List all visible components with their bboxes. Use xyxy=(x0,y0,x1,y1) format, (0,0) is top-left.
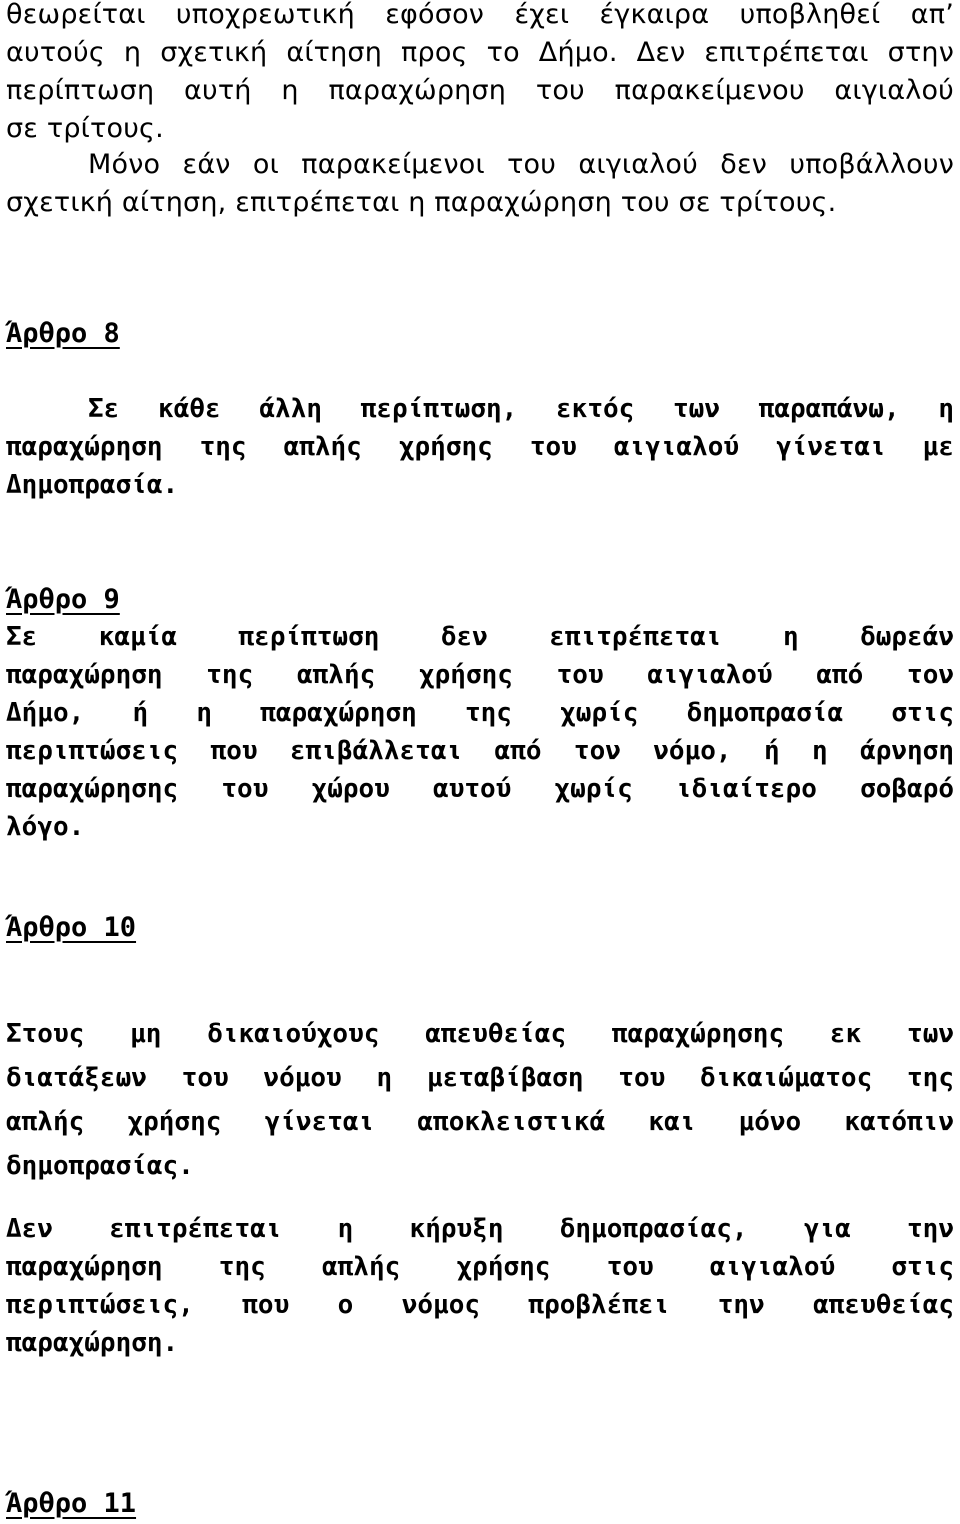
article-9-heading: Άρθρο 9 xyxy=(6,584,120,615)
text-line: Σε κάθε άλλη περίπτωση, εκτός των παραπάνω, η xyxy=(88,394,954,424)
text-line: παραχώρησης του χώρου αυτού χωρίς ιδιαίτερο σοβαρό xyxy=(6,774,954,804)
article-10-paragraph-1 xyxy=(6,1012,954,1188)
text-line: δημοπρασίας. xyxy=(6,1151,194,1181)
article-8-paragraph xyxy=(6,390,954,504)
text-line: Μόνο εάν οι παρακείμενοι του αιγιαλού δεν υποβάλλουν xyxy=(88,149,954,180)
text-line: σχετική αίτηση, επιτρέπεται η παραχώρηση του σε τρίτους. xyxy=(6,187,837,218)
intro-paragraph xyxy=(6,0,954,148)
text-line: διατάξεων του νόμου η μεταβίβαση του δικαιώματος της xyxy=(6,1063,954,1093)
article-8-heading: Άρθρο 8 xyxy=(6,318,120,349)
text-line: θεωρείται υποχρεωτική εφόσον έχει έγκαιρα υποβληθεί απ’ xyxy=(6,0,954,30)
text-line: απλής χρήσης γίνεται αποκλειστικά και μόνο κατόπιν xyxy=(6,1107,954,1137)
text-line: Δήμο, ή η παραχώρηση της χωρίς δημοπρασία στις xyxy=(6,698,954,728)
text-line: Σε καμία περίπτωση δεν επιτρέπεται η δωρεάν xyxy=(6,622,954,652)
intro-second-paragraph xyxy=(6,146,954,222)
text-line: περίπτωση αυτή η παραχώρηση του παρακείμενου αιγιαλού xyxy=(6,75,954,106)
article-10-paragraph-2 xyxy=(6,1210,954,1362)
text-line: σε τρίτους. xyxy=(6,113,164,144)
text-line: παραχώρηση της απλής χρήσης του αιγιαλού στις xyxy=(6,1252,954,1282)
article-11-heading: Άρθρο 11 xyxy=(6,1488,137,1519)
article-9-paragraph xyxy=(6,618,954,846)
text-line: περιπτώσεις, που ο νόμος προβλέπει την απευθείας xyxy=(6,1290,954,1320)
text-line: παραχώρηση της απλής χρήσης του αιγιαλού γίνεται με xyxy=(6,432,954,462)
text-line: αυτούς η σχετική αίτηση προς το Δήμο. Δεν επιτρέπεται στην xyxy=(6,37,954,68)
text-line: Δεν επιτρέπεται η κήρυξη δημοπρασίας, για την xyxy=(6,1214,954,1244)
text-line: Δημοπρασία. xyxy=(6,470,179,500)
article-10-heading: Άρθρο 10 xyxy=(6,912,137,943)
text-line: παραχώρηση. xyxy=(6,1328,179,1358)
text-line: περιπτώσεις που επιβάλλεται από τον νόμο, ή η άρνηση xyxy=(6,736,954,766)
text-line: παραχώρηση της απλής χρήσης του αιγιαλού από τον xyxy=(6,660,954,690)
text-line: Στους μη δικαιούχους απευθείας παραχώρησης εκ των xyxy=(6,1019,954,1049)
text-line: λόγο. xyxy=(6,812,85,842)
